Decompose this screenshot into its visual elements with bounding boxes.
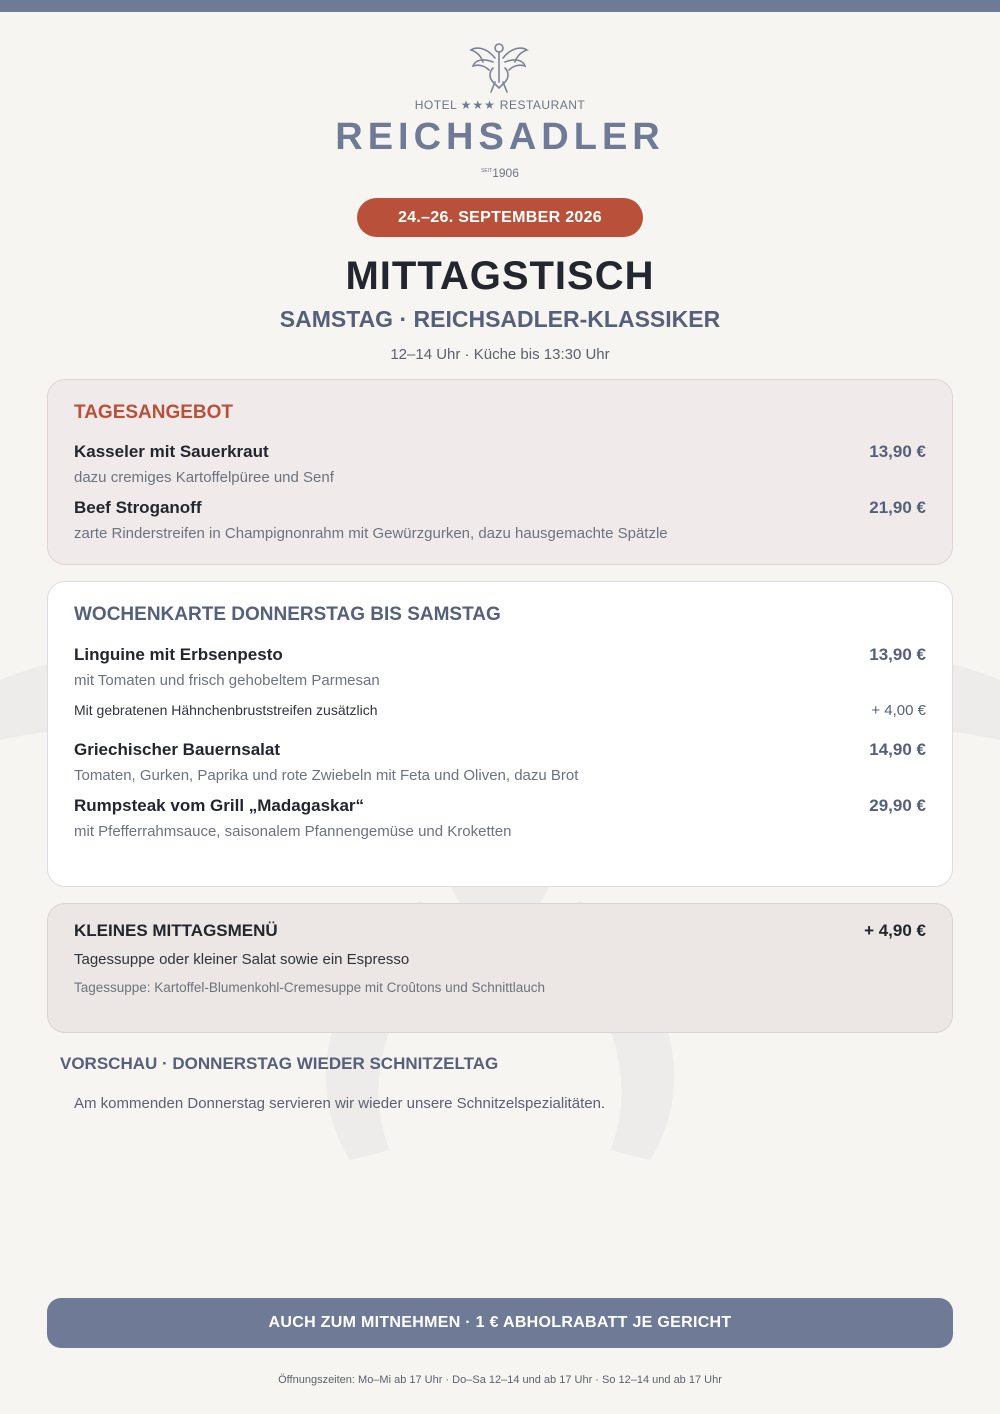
menu-item-price: 14,90 € xyxy=(869,740,926,759)
opening-hours-footer: Öffnungszeiten: Mo–Mi ab 17 Uhr · Do–Sa 12–14 und ab 17 Uhr · So 12–14 und ab 17 Uhr xyxy=(278,1374,722,1386)
top-accent-bar xyxy=(0,0,1000,12)
page-subtitle: SAMSTAG · REICHSADLER-KLASSIKER xyxy=(279,306,721,332)
page-title: MITTAGSTISCH xyxy=(345,254,655,298)
hotel-label: HOTEL xyxy=(414,98,457,112)
hotel-tagline xyxy=(0,98,1000,112)
preview-text: Am kommenden Donnerstag servieren wir wieder unsere Schnitzelspezialitäten. xyxy=(74,1095,606,1112)
daily-offer-card xyxy=(47,379,953,565)
menu-item-name: Kasseler mit Sauerkraut xyxy=(74,442,269,461)
menu-item-name: Rumpsteak vom Grill „Madagaskar“ xyxy=(74,796,365,815)
small-lunch-menu-card xyxy=(47,903,953,1033)
since-label: SEIT xyxy=(481,168,493,174)
weekly-menu-heading: WOCHENKARTE DONNERSTAG BIS SAMSTAG xyxy=(74,604,501,625)
small-menu-price: + 4,90 € xyxy=(864,921,926,940)
menu-item-name: Linguine mit Erbsenpesto xyxy=(74,645,283,664)
menu-item-extra: Mit gebratenen Hähnchenbruststreifen zusätzlich xyxy=(74,702,378,718)
star-rating: ★★★ xyxy=(460,98,496,112)
menu-item-description: Tomaten, Gurken, Paprika und rote Zwiebeln mit Feta und Oliven, dazu Brot xyxy=(74,767,579,784)
since-year xyxy=(0,166,1000,180)
brand-name: REICHSADLER xyxy=(335,116,665,158)
date-badge: 24.–26. SEPTEMBER 2026 xyxy=(357,198,643,237)
menu-item-description: zarte Rinderstreifen in Champignonrahm mit Gewürzgurken, dazu hausgemachte Spätzle xyxy=(74,525,668,542)
since-year-value: 1906 xyxy=(492,166,519,180)
menu-item-extra-price: + 4,00 € xyxy=(871,702,926,719)
service-hours: 12–14 Uhr · Küche bis 13:30 Uhr xyxy=(390,346,610,363)
menu-item-price: 21,90 € xyxy=(869,498,926,517)
restaurant-label: RESTAURANT xyxy=(499,98,586,112)
small-menu-heading: KLEINES MITTAGSMENÜ xyxy=(74,921,278,940)
small-menu-description: Tagessuppe oder kleiner Salat sowie ein Espresso xyxy=(74,951,410,968)
menu-item-description: mit Tomaten und frisch gehobeltem Parmesan xyxy=(74,672,380,689)
eagle-logo-icon xyxy=(469,38,529,94)
menu-item-price: 13,90 € xyxy=(869,442,926,461)
takeaway-banner: AUCH ZUM MITNEHMEN · 1 € ABHOLRABATT JE GERICHT xyxy=(47,1298,953,1348)
small-menu-note: Tagessuppe: Kartoffel-Blumenkohl-Cremesuppe mit Croûtons und Schnittlauch xyxy=(74,980,546,995)
daily-offer-heading: TAGESANGEBOT xyxy=(74,402,234,423)
menu-item-name: Griechischer Bauernsalat xyxy=(74,740,280,759)
menu-item-description: dazu cremiges Kartoffelpüree und Senf xyxy=(74,469,334,486)
preview-heading: VORSCHAU · DONNERSTAG WIEDER SCHNITZELTAG xyxy=(60,1054,499,1073)
menu-item-name: Beef Stroganoff xyxy=(74,498,202,517)
menu-item-price: 13,90 € xyxy=(869,645,926,664)
menu-item-price: 29,90 € xyxy=(869,796,926,815)
menu-item-description: mit Pfefferrahmsauce, saisonalem Pfannengemüse und Kroketten xyxy=(74,823,512,840)
weekly-menu-card xyxy=(47,581,953,887)
